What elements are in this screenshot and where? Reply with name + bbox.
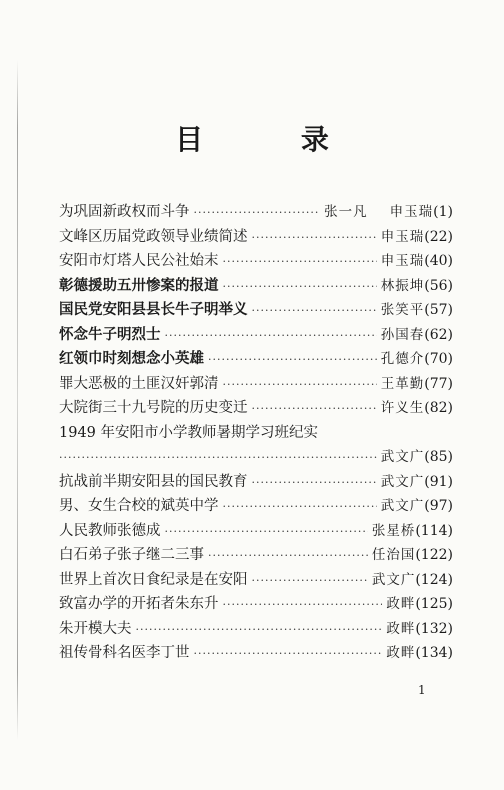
toc-entry-page: (124)	[415, 571, 453, 588]
toc-entry-page: (70)	[424, 351, 453, 367]
toc-entry-page: (56)	[424, 277, 453, 294]
toc-leader-dots	[252, 226, 377, 250]
toc-entry-title: 怀念牛子明烈士	[59, 325, 161, 343]
toc-entry-page: (97)	[424, 498, 453, 514]
toc-entry-author: 张一凡	[324, 204, 368, 220]
toc-entry[interactable]	[59, 470, 453, 495]
toc-leader-dots	[208, 348, 377, 372]
toc-entry[interactable]	[59, 617, 453, 642]
page-title: 目 录	[175, 123, 373, 156]
toc-entry-author: 张星桥	[371, 522, 416, 539]
toc-entry-page: (82)	[424, 400, 453, 416]
toc-entry-title: 彰德援助五卅惨案的报道	[59, 276, 219, 294]
toc-entry-title: 罪大恶极的土匪汉奸郭清	[59, 375, 219, 392]
toc-leader-dots	[194, 642, 383, 666]
toc-entry-author: 政畔	[386, 596, 416, 612]
toc-entry-title: 1949 年安阳市小学教师暑期学习班纪实	[59, 424, 319, 441]
toc-entry[interactable]	[59, 568, 453, 593]
toc-entry-title: 抗战前半期安阳县的国民教育	[59, 473, 248, 490]
toc-entry-continuation[interactable]	[59, 445, 453, 470]
toc-entry[interactable]	[59, 200, 453, 225]
toc-entry[interactable]	[59, 543, 453, 568]
toc-entry-title: 朱开模大夫	[59, 620, 132, 637]
toc-entry-title: 白石弟子张子继二三事	[59, 547, 204, 563]
toc-entry-author: 政畔	[386, 645, 416, 661]
toc-leader-dots	[223, 250, 377, 274]
toc-entry-author: 林振坤	[380, 277, 425, 294]
toc-entry-title: 人民教师张德成	[59, 522, 161, 539]
toc-entry-author: 武文广	[371, 571, 416, 588]
toc-entry-page: (57)	[424, 302, 453, 318]
toc-entry-author: 武文广	[380, 498, 425, 514]
toc-entry[interactable]	[59, 372, 453, 397]
toc-entry-title: 红领巾时刻想念小英雄	[59, 350, 204, 367]
toc-entry-author: 任治国	[371, 547, 416, 563]
toc-entry-author: 张笑平	[380, 302, 425, 318]
toc-entry[interactable]	[59, 494, 453, 519]
toc-entry-page: (132)	[415, 620, 453, 637]
toc-leader-dots	[252, 471, 377, 495]
toc-entry-author: 武文广	[380, 473, 425, 490]
toc-entry-page: (77)	[424, 375, 453, 392]
toc-leader-dots	[252, 299, 377, 323]
toc-entry-author: 申玉瑞	[389, 204, 434, 220]
toc-leader-dots	[165, 520, 368, 544]
toc-leader-dots	[223, 495, 377, 519]
toc-entry-author: 申玉瑞	[380, 253, 425, 269]
toc-entry-author: 武文广	[380, 449, 425, 465]
toc-entry-title: 大院街三十九号院的历史变迁	[59, 400, 248, 416]
toc-entry-title: 致富办学的开拓者朱东升	[59, 596, 219, 612]
toc-entry[interactable]	[59, 421, 453, 446]
toc-leader-dots	[223, 275, 377, 299]
toc-entry-page: (122)	[415, 547, 453, 563]
toc-leader-dots	[252, 569, 368, 593]
toc-entry-page: (134)	[415, 645, 453, 661]
toc-leader-dots	[59, 446, 377, 470]
toc-entry-title: 世界上首次日食纪录是在安阳	[59, 571, 248, 588]
table-of-contents	[59, 200, 453, 666]
toc-entry-page: (22)	[424, 228, 453, 245]
toc-leader-dots	[252, 397, 377, 421]
page-number: 1	[418, 683, 426, 697]
toc-entry[interactable]	[59, 323, 453, 348]
toc-entry[interactable]	[59, 519, 453, 544]
toc-leader-dots	[136, 618, 383, 642]
toc-entry[interactable]	[59, 641, 453, 666]
toc-entry[interactable]	[59, 249, 453, 274]
toc-entry-author: 政畔	[386, 620, 416, 637]
toc-entry-author: 许义生	[380, 400, 425, 416]
toc-entry-title: 国民党安阳县县长牛子明举义	[59, 301, 248, 318]
toc-entry-title: 安阳市灯塔人民公社始末	[59, 253, 219, 269]
toc-entry-title: 男、女生合校的斌英中学	[59, 498, 219, 514]
toc-leader-dots	[208, 544, 368, 568]
toc-entry-author: 孙国春	[380, 326, 425, 343]
toc-entry-page: (85)	[424, 449, 453, 465]
toc-entry[interactable]	[59, 274, 453, 299]
toc-entry-page: (91)	[424, 473, 453, 490]
toc-entry-title: 为巩固新政权而斗争	[59, 204, 190, 220]
toc-leader-dots	[223, 593, 383, 617]
toc-entry-page: (114)	[415, 522, 453, 539]
binding-edge	[17, 60, 18, 740]
toc-entry-author: 王革勤	[380, 375, 425, 392]
toc-leader-dots	[165, 324, 377, 348]
toc-entry-author: 孔德介	[380, 351, 425, 367]
toc-leader-dots	[223, 373, 377, 397]
toc-entry[interactable]	[59, 347, 453, 372]
toc-entry[interactable]	[59, 225, 453, 250]
toc-entry-page: (1)	[433, 204, 453, 220]
toc-entry-page: (62)	[424, 326, 453, 343]
toc-entry-author: 申玉瑞	[380, 228, 425, 245]
toc-entry-title: 文峰区历届党政领导业绩简述	[59, 228, 248, 245]
toc-leader-dots	[194, 201, 321, 225]
toc-entry-page: (40)	[424, 253, 453, 269]
toc-entry[interactable]	[59, 298, 453, 323]
toc-entry[interactable]	[59, 592, 453, 617]
toc-entry-title: 祖传骨科名医李丁世	[59, 645, 190, 661]
toc-entry[interactable]	[59, 396, 453, 421]
toc-entry-page: (125)	[415, 596, 453, 612]
